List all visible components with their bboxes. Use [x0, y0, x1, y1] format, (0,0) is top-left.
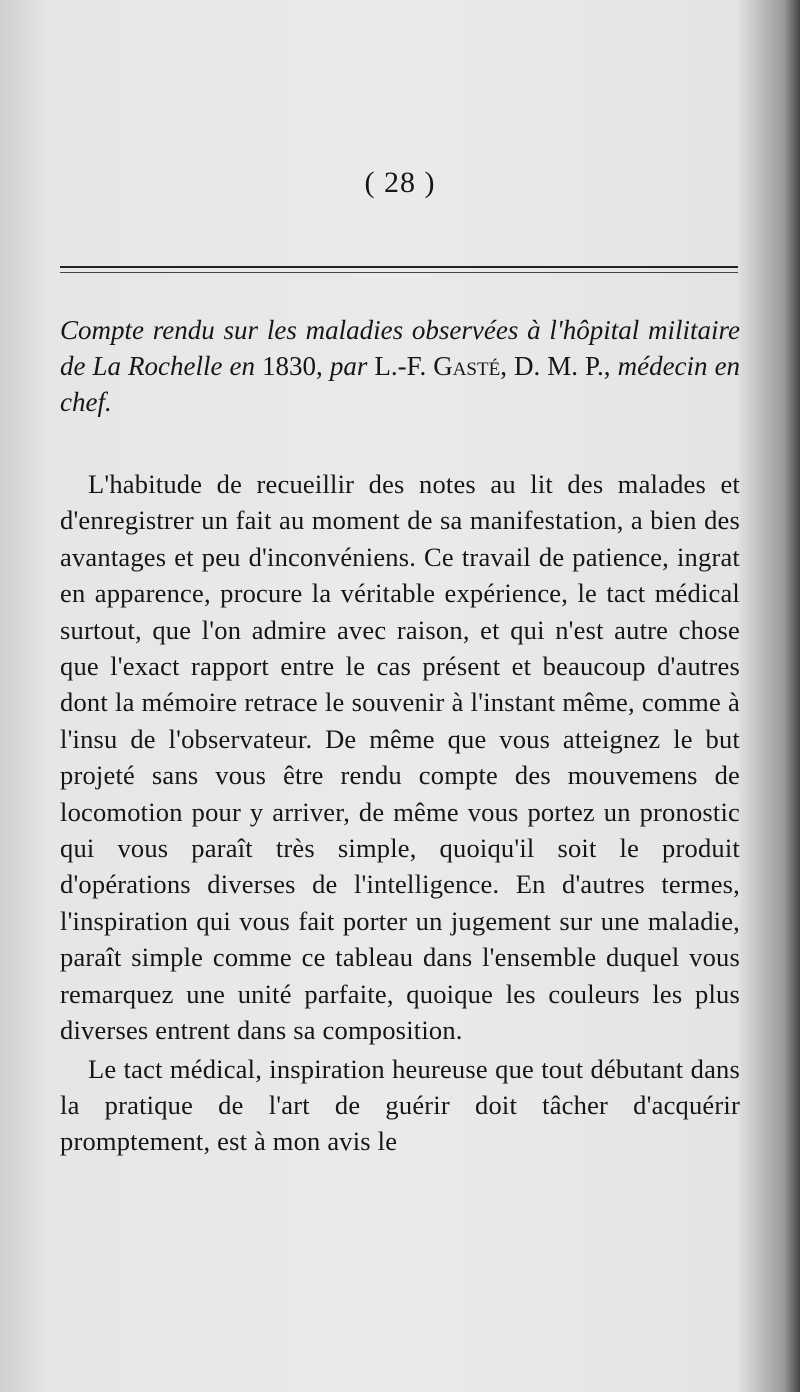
- heading-par: par: [329, 351, 368, 381]
- body-text: [60, 466, 740, 1160]
- page-number: ( 28 ): [364, 166, 436, 199]
- heading-author: L.-F. Gasté, D. M. P.,: [374, 351, 611, 381]
- heading-title: Compte rendu sur les maladies observées à l'hôpital militaire de La Rochelle en: [60, 315, 740, 381]
- section-heading: [60, 312, 740, 420]
- paragraph: L'habitude de recueillir des notes au lit des malades et d'enregistrer un fait au moment de sa manifestation, a bien des avantages et peu d'inconvéniens. Ce travail de patience, ingrat en apparence, procure la véritable expérience, le tact médical surtout, que l'on admire avec raison, et qui n'est autre chose que l'exact rapport entre le cas présent et beaucoup d'autres dont la mémoire retrace le souvenir à l'instant même, comme à l'insu de l'observateur. De même que vous atteignez le but projeté sans vous être rendu compte des mouvemens de locomotion pour y arriver, de même vous portez un pronostic qui vous paraît très simple, quoiqu'il soit le produit d'opérations diverses de l'intelligence. En d'autres termes, l'inspiration qui vous fait porter un jugement sur une maladie, paraît simple comme ce tableau dans l'ensemble duquel vous remarquez une unité parfaite, quoique les couleurs les plus diverses entrent dans sa composition.: [60, 469, 740, 1046]
- heading-year: 1830,: [262, 351, 323, 381]
- header-rule: [60, 266, 738, 268]
- header-rule-thin: [60, 272, 738, 273]
- heading-role: médecin en chef.: [60, 351, 741, 417]
- paragraph: Le tact médical, inspiration heureuse que tout débutant dans la pratique de l'art de guérir doit tâcher d'acquérir promptement, est à mon avis le: [60, 1053, 740, 1157]
